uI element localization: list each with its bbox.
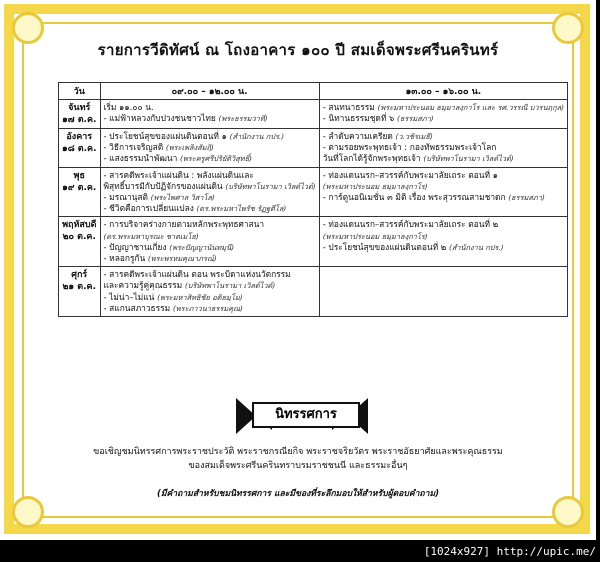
day-name: ศุกร์ [71, 270, 88, 281]
program-title: เริ่ม ๑๑.๐๐ น. [103, 102, 154, 112]
program-speaker: (บริษัทพาโนรามา เวิลด์ไวด์) [225, 181, 316, 191]
exhibition-label: นิทรรศการ [252, 402, 360, 428]
day-cell [59, 217, 101, 267]
day-name: พฤหัสบดี [62, 220, 97, 231]
afternoon-cell [319, 167, 567, 217]
morning-cell [100, 217, 319, 267]
morning-cell [100, 129, 319, 168]
program-title: - นิทานธรรมชุดที่ ๖ [322, 113, 395, 124]
program-speaker: (สำนักงาน กปร.) [229, 132, 285, 141]
program-item [104, 219, 316, 230]
program-title: - แม่ฟ้าหลวงกับปวงชนชาวไทย [103, 113, 216, 124]
program-title: - มรณานุสติ [103, 192, 148, 203]
program-title: - สแกนสภาวธรรม [103, 302, 171, 313]
afternoon-cell [319, 129, 567, 168]
program-speaker: (พระมหาประนอม ธมฺมาลงฺกาโร) [322, 181, 428, 191]
program-speaker: (พระธรรมวาที) [218, 114, 268, 124]
program-item [104, 292, 316, 303]
program-speaker: (พระพรหมคุณาภรณ์) [147, 254, 217, 264]
program-title: - ปัญญาชานเกี่ยง [103, 241, 167, 252]
program-speaker: (ว.วชิรเมธี) [395, 132, 433, 141]
program-item [104, 102, 316, 113]
corner-ornament [12, 496, 44, 528]
corner-ornament [552, 496, 584, 528]
program-item [104, 303, 316, 314]
day-name: อังคาร [66, 132, 93, 142]
document-title: รายการวีดิทัศน์ ณ โถงอาคาร ๑๐๐ ปี สมเด็จพระศรีนครินทร์ [97, 41, 499, 59]
day-date: ๑๘ ต.ค. [62, 144, 97, 154]
program-item [323, 131, 564, 142]
program-title: - ท่องแดนนรก–สวรรค์กับพระมาลัยเถระ ตอนที่ ๒ [322, 219, 499, 230]
day-name: พุธ [73, 170, 85, 181]
table-row [59, 167, 568, 217]
day-date: ๑๗ ต.ค. [62, 115, 97, 125]
program-item [104, 203, 316, 214]
morning-cell [100, 167, 319, 217]
program-title: และความรู้คู่คุณธรรม [103, 280, 183, 291]
program-item [104, 113, 316, 124]
program-speaker: (พระปัญญานันทมุนี) [169, 242, 235, 252]
day-cell [59, 100, 101, 129]
program-item [323, 219, 564, 230]
program-speaker: (ธรรมสภา) [397, 114, 434, 124]
day-date: ๒๑ ต.ค. [62, 282, 96, 293]
program-speaker: (พระภาวนาธรรมคุณ) [172, 303, 243, 313]
program-item [104, 231, 316, 242]
program-item [104, 253, 316, 264]
program-item [323, 231, 564, 242]
table-row [59, 217, 568, 267]
invite-line-2: ของสมเด็จพระศรีนครินทราบรมราชชนนี และธรรมะอื่นๆ [188, 461, 408, 471]
note-text: (มีคำถามสำหรับชมนิทรรศการ และมีของที่ระลึกมอบให้สำหรับผู้ตอบคำถาม) [156, 489, 440, 499]
afternoon-cell [319, 267, 567, 317]
program-item [104, 170, 316, 181]
image-caption: [1024x927] http://upic.me/ [423, 545, 596, 558]
program-title: - ลำดับความเครียด [322, 131, 393, 141]
program-speaker: (ดร.พระมหาบุรณะ ชาตเมโธ) [103, 231, 199, 241]
program-item [104, 181, 316, 192]
program-title: - สารคดีพระเจ้าแผ่นดิน : พลังแผ่นดินและ [103, 169, 254, 180]
program-item [104, 192, 316, 203]
header-day: วัน [59, 83, 101, 100]
day-cell [59, 129, 101, 168]
day-cell [59, 167, 101, 217]
program-item [323, 142, 564, 153]
program-item [323, 242, 564, 253]
header-morning: ๐๙.๐๐ – ๑๒.๐๐ น. [100, 83, 319, 100]
morning-cell [100, 100, 319, 129]
program-item [104, 269, 316, 280]
program-speaker: (พระมหาประนอม ธมฺมาลงฺกาโร) [322, 231, 428, 241]
program-speaker: (ดร.พระมหาไพรัช รัฏฐตีโล) [196, 204, 287, 214]
program-item [323, 192, 564, 203]
morning-cell [100, 267, 319, 317]
program-title: พิสุทธิ์บารมีกับปัฏิจักรของแผ่นดิน [103, 180, 223, 191]
program-title: - การบริจาคร่างกายตามหลักพระพุทธศาสนา [103, 219, 265, 230]
day-cell [59, 267, 101, 317]
invite-line-1: ขอเชิญชมนิทรรศการพระราชประวัติ พระราชกรณียกิจ พระราชจริยวัตร พระราชอัธยาศัยและพระคุณธรรม [93, 447, 503, 457]
afternoon-cell [319, 217, 567, 267]
program-title: - หลอกรูกัน [103, 253, 146, 264]
program-item [323, 170, 564, 181]
table-header-row [59, 83, 568, 100]
program-speaker: (บริษัทพาโนรามา เวิลด์ไวด์) [184, 281, 276, 291]
afternoon-cell [319, 100, 567, 129]
day-date: ๒๐ ต.ค. [62, 232, 96, 243]
program-title: - แสงธรรมนำพัฒนา [103, 153, 178, 164]
header-afternoon: ๑๓.๐๐ – ๑๖.๐๐ น. [319, 83, 567, 100]
program-item [323, 153, 564, 164]
program-title: - ไม่น่า–ไม่แน่ [103, 291, 155, 302]
program-speaker: (พระเพลิงสัมฤิ) [165, 143, 214, 153]
program-item [104, 153, 316, 164]
program-item [323, 113, 564, 124]
program-title: - ท่องแดนนรก–สวรรค์กับพระมาลัยเถระ ตอนที่ ๑ [322, 169, 498, 180]
table-row [59, 100, 568, 129]
table-row [59, 129, 568, 168]
program-title: - วิธีการเจริญสติ [103, 142, 164, 153]
program-title: - ประโยชน์สุขของแผ่นดินตอนที่ ๑ [103, 131, 227, 141]
schedule-table [58, 82, 568, 317]
day-date: ๑๙ ต.ค. [62, 182, 97, 193]
program-speaker: (พระมหาสิทธิชัย อติธมฺโม) [157, 292, 243, 302]
program-speaker: (พระมหาประนอม ธมฺมาลงฺกาโร และ รศ.วรรณี บวรนฤกุล) [377, 103, 565, 112]
day-name: จันทร์ [68, 103, 91, 113]
program-title: - ตามรอยพระพุทธเจ้า : กองทัพธรรมพระเจ้าโลก [322, 142, 497, 153]
program-speaker: (ธรรมสภา) [508, 193, 545, 203]
program-title: - ชีวิตคือการเปลี่ยนแปลง [103, 203, 194, 214]
program-item [323, 181, 564, 192]
program-item [104, 131, 316, 142]
program-speaker: (สำนักงาน กปร.) [448, 242, 504, 252]
program-speaker: (พระครูศรีปริยัติวิสุทธิ์) [180, 154, 253, 164]
program-speaker: (พระไพศาล วิสาโล) [150, 193, 215, 203]
program-title: - สารคดีพระเจ้าแผ่นดิน ตอน พระบิดาแห่งนวัตกรรม [103, 269, 291, 280]
program-title: - สนทนาธรรม [322, 102, 375, 112]
table-row [59, 267, 568, 317]
program-item [323, 102, 564, 113]
program-item [104, 280, 316, 291]
program-title: - การ์ตูนอนิเมชั่น ๓ มิติ เรื่อง พระสุวรรณสามชาดก [322, 192, 506, 203]
program-title: - ประโยชน์สุขของแผ่นดินตอนที่ ๒ [322, 241, 447, 252]
program-speaker: (บริษัทพาโนรามา เวิลด์ไวด์) [423, 154, 514, 164]
program-item [104, 242, 316, 253]
program-title: วันที่โลกได้รู้จักพระพุทธเจ้า [322, 153, 421, 164]
program-item [104, 142, 316, 153]
